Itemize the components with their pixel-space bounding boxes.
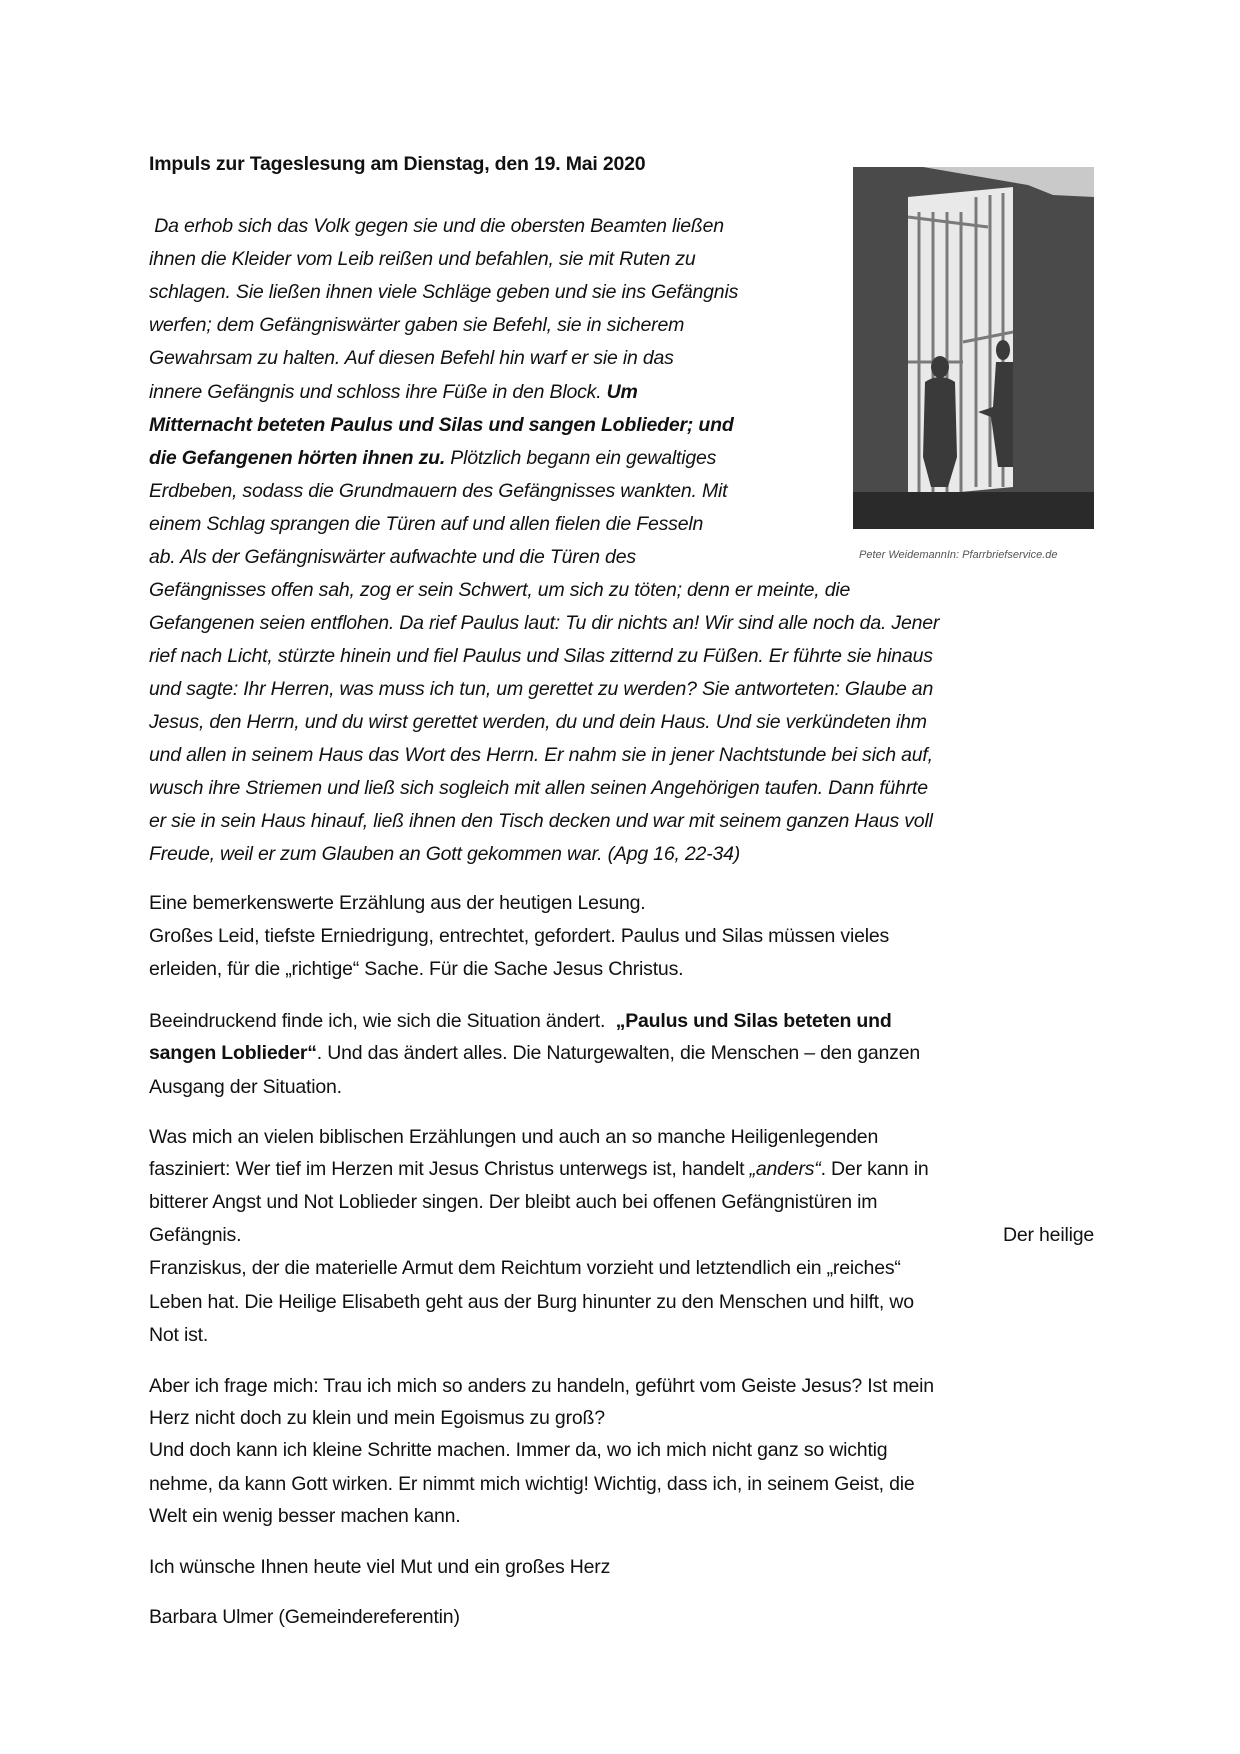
italic-text: ihnen die Kleider vom Leib reißen und befahlen, sie mit Ruten zu [149,248,696,270]
text: Großes Leid, tiefste Erniedrigung, entrechtet, gefordert. Paulus und Silas müssen vieles [149,925,890,947]
text-line [149,924,889,948]
italic-text: wusch ihre Striemen und ließ sich sogleich mit allen seinen Angehörigen taufen. Dann führte [149,777,928,799]
italic-text: Gewahrsam zu halten. Auf diesen Befehl hin warf er sie in das [149,347,674,369]
text-line [149,776,928,800]
text: Ausgang der Situation. [149,1076,342,1098]
italic-text: schlagen. Sie ließen ihnen viele Schläge geben und sie ins Gefängnis [149,281,739,303]
text-line [149,1009,892,1033]
text-line [149,1125,878,1149]
text: nehme, da kann Gott wirken. Er nimmt mich wichtig! Wichtig, dass ich, in seinem Geist, die [149,1473,915,1495]
italic-text: ab. Als der Gefängniswärter aufwachte und die Türen des [149,546,636,568]
text-line [149,1323,208,1347]
text: Leben hat. Die Heilige Elisabeth geht aus der Burg hinunter zu den Menschen und hilft, wo [149,1291,914,1313]
text-line [149,313,684,337]
prison-bars-shadow-photo [853,167,1094,529]
text: bitterer Angst und Not Loblieder singen. Der bleibt auch bei offenen Gefängnistüren im [149,1191,878,1213]
text-line [149,479,727,503]
text: erleiden, für die „richtige“ Sache. Für die Sache Jesus Christus. [149,958,684,980]
text-line [149,809,933,833]
photo-caption: Peter WeidemannIn: Pfarrbriefservice.de [859,549,1058,561]
bold-text: die Gefangenen hörten ihnen zu. [149,447,446,469]
italic-text: Jesus, den Herrn, und du wirst gerettet werden, du und dein Haus. Und sie verkündeten ihm [149,711,927,733]
italic-text: Gefangenen seien entflohen. Da rief Paulus laut: Tu dir nichts an! Wir sind alle noch da. Jener [149,612,940,634]
italic-text: rief nach Licht, stürzte hinein und fiel Paulus und Silas zitternd zu Füßen. Er führte sie hinaus [149,645,933,667]
italic-text: innere Gefängnis und schloss ihre Füße in den Block. [149,381,607,403]
text: Barbara Ulmer (Gemeindereferentin) [149,1606,460,1628]
text-line [149,743,933,767]
text-line [149,247,696,271]
italic-text: und allen in seinem Haus das Wort des Herrn. Er nahm sie in jener Nachtstunde bei sich auf, [149,744,933,766]
text: Was mich an vielen biblischen Erzählungen und auch an so manche Heiligenlegenden [149,1126,879,1148]
italic-text: er sie in sein Haus hinauf, ließ ihnen den Tisch decken und war mit seinem ganzen Haus voll [149,810,933,832]
text-line [149,280,738,304]
document-title: Impuls zur Tageslesung am Dienstag, den 19. Mai 2020 [149,153,646,175]
text-line [149,891,646,915]
text-line [149,611,939,635]
text-line [149,545,636,569]
text-line [149,380,638,404]
text-line [149,512,703,536]
text-line [149,214,724,238]
text-line [149,1157,929,1181]
text-line [149,957,683,981]
text-line [149,1041,920,1065]
text: Ich wünsche Ihnen heute viel Mut und ein großes Herz [149,1556,611,1578]
italic-text: „anders“ [749,1158,821,1180]
text: Der heilige [1002,1224,1094,1246]
text-line [149,677,933,701]
text: . Und das ändert alles. Die Naturgewalten, die Menschen – den ganzen [316,1042,920,1064]
text-line [149,1190,877,1214]
italic-text: Da erhob sich das Volk gegen sie und die obersten Beamten ließen [149,215,724,237]
bold-text: Mitternacht beteten Paulus und Silas und sangen Loblieder; und [149,414,734,436]
text-line [149,842,740,866]
italic-text: Erdbeben, sodass die Grundmauern des Gefängnisses wankten. Mit [149,480,728,502]
text: Gefängnis. [149,1224,242,1246]
text: Franziskus, der die materielle Armut dem Reichtum vorzieht und letztendlich ein „reiches“ [149,1257,901,1279]
text-line [149,1605,460,1629]
text-line [149,1374,934,1398]
bold-text: „Paulus und Silas beteten und [615,1010,892,1032]
bold-text: sangen Loblieder“ [149,1042,317,1064]
text: fasziniert: Wer tief im Herzen mit Jesus Christus unterwegs ist, handelt [149,1158,750,1180]
text: Not ist. [149,1324,209,1346]
text-line [149,413,734,437]
text: Herz nicht doch zu klein und mein Egoismus zu groß? [149,1407,605,1429]
text: . Der kann in [820,1158,929,1180]
text-line [149,1406,605,1430]
text-line [149,1504,461,1528]
text-line [149,1555,610,1579]
text-line [149,710,927,734]
text: Und doch kann ich kleine Schritte machen. Immer da, wo ich mich nicht ganz so wichtig [149,1439,888,1461]
italic-text: Plötzlich begann ein gewaltiges [445,447,717,469]
text-line [149,446,716,470]
italic-text: einem Schlag sprangen die Türen auf und allen fielen die Fesseln [149,513,704,535]
text-line [149,1256,901,1280]
text: Eine bemerkenswerte Erzählung aus der heutigen Lesung. [149,892,646,914]
bold-text: Um [606,381,638,403]
text-line [149,346,674,370]
italic-text: werfen; dem Gefängniswärter gaben sie Befehl, sie in sicherem [149,314,685,336]
italic-text: Freude, weil er zum Glauben an Gott gekommen war. (Apg 16, 22-34) [149,843,741,865]
text-line [149,578,850,602]
text-line [149,644,933,668]
text-line [149,1223,1094,1247]
italic-text: und sagte: Ihr Herren, was muss ich tun, um gerettet zu werden? Sie antworteten: Glaube an [149,678,934,700]
text-line [149,1438,887,1462]
text-line [149,1075,342,1099]
text-line [149,1472,915,1496]
text: Aber ich frage mich: Trau ich mich so anders zu handeln, geführt vom Geiste Jesus? Ist mein [149,1375,934,1397]
text-line [149,1290,914,1314]
italic-text: Gefängnisses offen sah, zog er sein Schwert, um sich zu töten; denn er meinte, die [149,579,851,601]
text: Welt ein wenig besser machen kann. [149,1505,461,1527]
text: Beeindruckend finde ich, wie sich die Situation ändert. [149,1010,616,1032]
